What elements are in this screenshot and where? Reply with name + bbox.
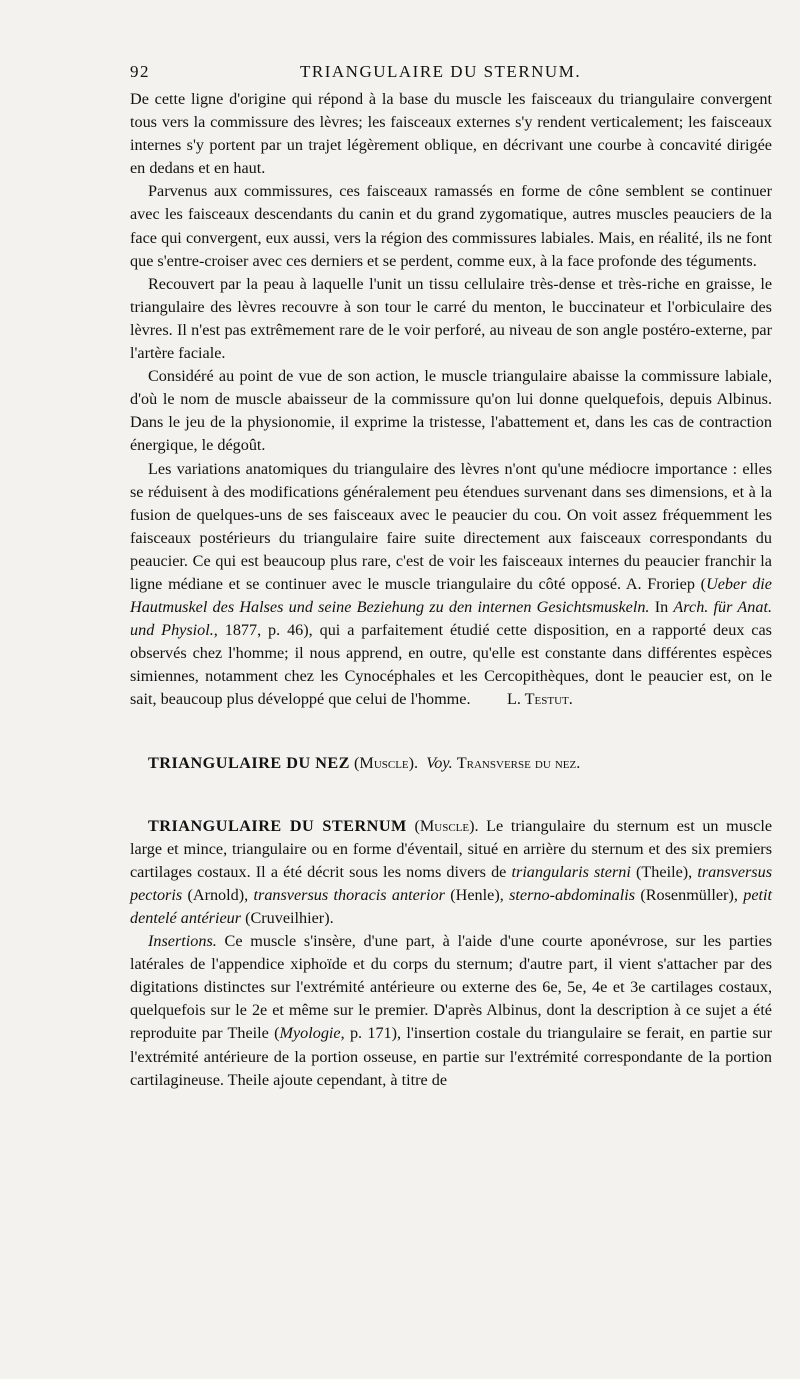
cross-reference: Transverse du nez. — [456, 753, 581, 772]
paragraph-relations: Recouvert par la peau à laquelle l'unit un tissu cellulaire très-dense et très-riche en graisse, le triangulaire des lèvres recouvre à son tour le carré du menton, le buccinateur et l'orbiculaire des lèvres. Il n'est pas extrêmement rare de le voir perforé, au niveau de son angle postéro-externe, par l'artère faciale. — [130, 274, 772, 363]
variations-text-c: , 1877, p. 46), qui a parfaitement étudié cette disposition, en a rapporté deux cas observés chez l'homme; il nous apprend, en outre, qu'elle est constante dans différentes espèces simiennes, notamment chez les Cynocéphales et les Cercopithèques, dont le peaucier est, on le sait, beaucoup plus développé que celui de l'homme. — [130, 621, 772, 709]
synonym-5: petit dentelé antérieur — [130, 885, 772, 927]
author-signature: L. Testut. — [506, 690, 573, 709]
running-header — [130, 62, 772, 82]
sternum-text-3: (Arnold), — [182, 885, 254, 904]
synonym-2: transversus pectoris — [130, 862, 772, 904]
variations-text-b: In — [649, 598, 674, 617]
synonym-4: sterno-abdominalis — [509, 885, 635, 904]
sternum-text-5: (Rosenmüller), — [635, 885, 744, 904]
variations-text-a: Les variations anatomiques du triangulaire des lèvres n'ont qu'une médiocre importance : elles se réduisent à des modifications généralement peu étendues survenant dans ses dimensions, et à la fusion de quelques-uns de ses faisceaux avec le peaucier du cou. On voit assez fréquemment les faisceaux postérieurs du triangulaire faire suite directement aux faisceaux correspondants du peaucier. Ce qui est beaucoup plus rare, c'est de voir les faisceaux internes du peaucier franchir la ligne médiane et se continuer avec le muscle triangulaire du côté opposé. A. Froriep ( — [130, 459, 772, 593]
paragraph-action: Considéré au point de vue de son action, le muscle triangulaire abaisse la commissure labiale, d'où le nom de muscle abaisseur de la commissure qu'on lui donne quelquefois, depuis Albinus. Dans le jeu de la physionomie, il exprime la tristesse, l'abattement et, dans les cas de contraction énergique, le dégoût. — [130, 367, 772, 455]
paragraph-origin: De cette ligne d'origine qui répond à la base du muscle les faisceaux du triangulaire convergent tous vers la commissure des lèvres; les faisceaux externes s'y rendent verticalement; les faisceaux internes s'y portent par un trajet légèrement oblique, en décrivant une courbe à concavité dirigée en dedans et en haut. — [130, 90, 772, 178]
paragraph-variations — [130, 458, 772, 712]
entry-label-nez: (Muscle). — [354, 753, 419, 772]
paragraph-commissures: Parvenus aux commissures, ces faisceaux ramassés en forme de cône semblent se continuer avec les faisceaux descendants du canin et du grand zygomatique, autres muscles peauciers de la face qui convergent, eux aussi, vers la région des commissures labiales. Mais, en réalité, ils ne font que s'entre-croiser avec ces derniers et se perdent, comme eux, à la face profonde des téguments. — [130, 182, 772, 270]
page-number: 92 — [130, 62, 150, 81]
sternum-text-1: Le triangulaire du sternum est un muscle large et mince, triangulaire ou en forme d'éventail, situé en arrière du sternum et des six premiers cartilages costaux. Il a été décrit sous les noms divers de — [130, 816, 772, 881]
insertions-text-a: Ce muscle s'insère, d'une part, à l'aide d'une courte aponévrose, sur les parties latérales de l'appendice xiphoïde et du corps du sternum; d'autre part, il vient s'attacher par des digitations distinctes sur l'extrémité antérieure ou externe des 6e, 5e, 4e et 3e cartilages costaux, quelquefois sur le 2e et même sur le premier. D'après Albinus, dont la description à ce sujet a été reproduite par Theile ( — [130, 932, 772, 1043]
entry-headword-sternum: TRIANGULAIRE DU STERNUM — [148, 816, 407, 835]
entry-headword-nez: TRIANGULAIRE DU NEZ — [148, 753, 350, 772]
entry-label-sternum: (Muscle). — [414, 816, 479, 835]
insertions-label: Insertions. — [148, 932, 217, 951]
insertions-text-b: , p. 171), l'insertion costale du triangulaire se ferait, en partie sur l'extrémité antérieure de la portion osseuse, en partie sur l'extrémité correspondante de la portion cartilagineuse. Theile ajoute cependant, à titre de — [130, 1024, 772, 1089]
sternum-text-4: (Henle), — [444, 885, 510, 904]
variations-reference: Ueber die Hautmuskel des Halses und seine Beziehung zu den internen Gesichtsmuskeln. — [130, 574, 772, 617]
entry-triangulaire-nez — [130, 752, 772, 775]
sternum-text-2: (Theile), — [630, 862, 698, 881]
entry-triangulaire-sternum — [130, 815, 772, 930]
voy-label: Voy. — [426, 753, 453, 772]
synonym-1: triangularis sterni — [511, 862, 631, 881]
insertions-book: Myologie — [279, 1024, 341, 1043]
variations-journal: Arch. für Anat. und Physiol. — [130, 598, 772, 640]
running-title: TRIANGULAIRE DU STERNUM. — [300, 62, 582, 81]
paragraph-insertions — [130, 930, 772, 1092]
synonym-3: transversus thoracis anterior — [253, 885, 445, 904]
sternum-text-6: (Cruveilhier). — [241, 909, 334, 927]
